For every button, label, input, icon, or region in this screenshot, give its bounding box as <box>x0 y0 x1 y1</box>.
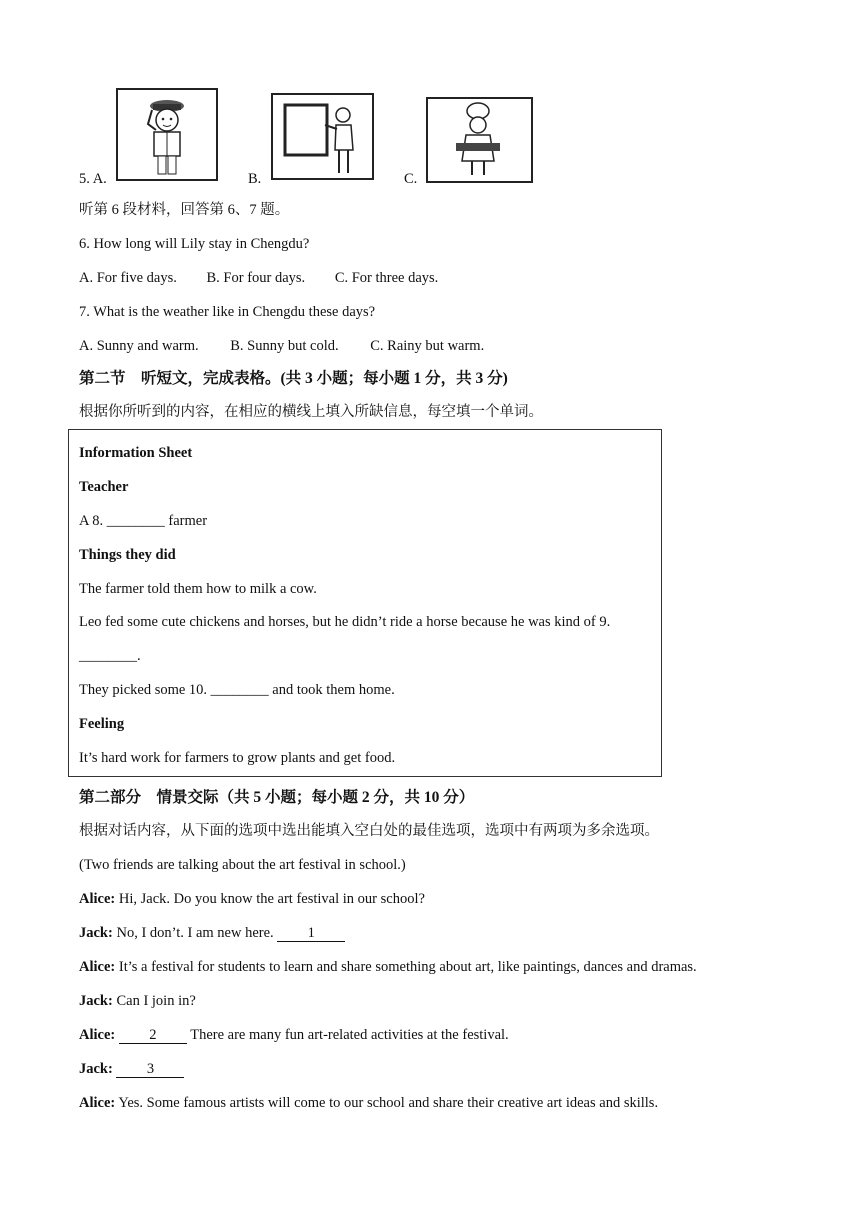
sheet-did-2-blank: ________. <box>79 648 141 664</box>
blank-3 <box>116 1062 184 1078</box>
blank-number: 3 <box>146 1061 155 1077</box>
police-officer-icon <box>118 90 216 179</box>
q7-question: 7. What is the weather like in Chengdu these days? <box>79 304 376 320</box>
dialogue-line <box>79 992 196 1010</box>
speaker: Jack: <box>79 1061 113 1077</box>
part-2-heading: 第二部分 情景交际（共 5 小题；每小题 2 分，共 10 分） <box>79 789 475 806</box>
dialogue-text: Can I join in? <box>112 993 196 1009</box>
blank-number: 1 <box>307 925 315 941</box>
dialogue-context: (Two friends are talking about the art festival in school.) <box>79 857 406 873</box>
q6-option-a: A. For five days. <box>79 270 177 286</box>
listening-instruction-6: 听第 6 段材料，回答第 6、7 题。 <box>79 202 290 218</box>
sheet-did-3: They picked some 10. ________ and took them home. <box>79 682 395 698</box>
sheet-did-1: The farmer told them how to milk a cow. <box>79 581 317 597</box>
sheet-feeling-line: It’s hard work for farmers to grow plants and get food. <box>79 750 396 766</box>
dialogue-line <box>79 958 697 976</box>
speaker: Alice: <box>79 1027 116 1043</box>
picture-c-chef <box>426 97 533 183</box>
teacher-blackboard-icon <box>273 95 372 178</box>
speaker: Jack: <box>79 925 113 941</box>
q6-option-c: C. For three days. <box>334 270 439 286</box>
q5-option-a: 5. A. <box>79 171 107 187</box>
sheet-title: Information Sheet <box>79 445 193 461</box>
blank-1 <box>277 926 345 942</box>
picture-a-police-officer <box>116 88 218 181</box>
q6-options <box>79 269 438 287</box>
picture-b-teacher <box>271 93 374 180</box>
section-2-heading: 第二节 听短文，完成表格。(共 3 小题；每小题 1 分，共 3 分) <box>79 370 508 387</box>
sheet-did-2: Leo fed some cute chickens and horses, but he didn’t ride a horse because he was kind of 9. <box>79 614 611 630</box>
speaker: Jack: <box>79 993 113 1009</box>
sheet-feeling-heading: Feeling <box>79 716 125 732</box>
speaker: Alice: <box>79 959 116 975</box>
q7-option-b: B. Sunny but cold. <box>230 338 339 354</box>
q7-option-c: C. Rainy but warm. <box>370 338 485 354</box>
section-2-instruction: 根据你所听到的内容，在相应的横线上填入所缺信息，每空填一个单词。 <box>79 404 543 420</box>
sheet-things-heading: Things they did <box>79 547 176 563</box>
dialogue-text: Hi, Jack. Do you know the art festival in our school? <box>115 891 425 907</box>
sheet-teacher-line: A 8. ________ farmer <box>79 513 208 529</box>
q6-option-b: B. For four days. <box>206 270 306 286</box>
dialogue-line <box>79 1060 184 1078</box>
dialogue-line <box>79 924 345 942</box>
q5-option-c: C. <box>404 171 418 187</box>
chef-icon <box>428 99 531 181</box>
dialogue-text: Yes. Some famous artists will come to our school and share their creative art ideas and skills. <box>115 1095 659 1111</box>
sheet-teacher-heading: Teacher <box>79 479 129 495</box>
q7-option-a: A. Sunny and warm. <box>79 338 199 354</box>
dialogue-line <box>79 890 425 908</box>
speaker: Alice: <box>79 1095 116 1111</box>
q6-question: 6. How long will Lily stay in Chengdu? <box>79 236 310 252</box>
information-sheet-box <box>68 429 662 777</box>
dialogue-text: It’s a festival for students to learn and share something about art, like paintings, dances and dramas. <box>115 959 697 975</box>
q5-label <box>79 170 107 188</box>
speaker: Alice: <box>79 891 116 907</box>
dialogue-line <box>79 1026 509 1044</box>
blank-2 <box>119 1028 187 1044</box>
dialogue-text: No, I don’t. I am new here. <box>112 925 278 941</box>
dialogue-text: There are many fun art-related activities at the festival. <box>186 1027 509 1043</box>
blank-number: 2 <box>149 1027 157 1043</box>
q5-option-b: B. <box>248 171 262 187</box>
dialogue-line <box>79 1094 658 1112</box>
q7-options <box>79 337 484 355</box>
part-2-instruction: 根据对话内容，从下面的选项中选出能填入空白处的最佳选项，选项中有两项为多余选项。 <box>79 823 659 839</box>
